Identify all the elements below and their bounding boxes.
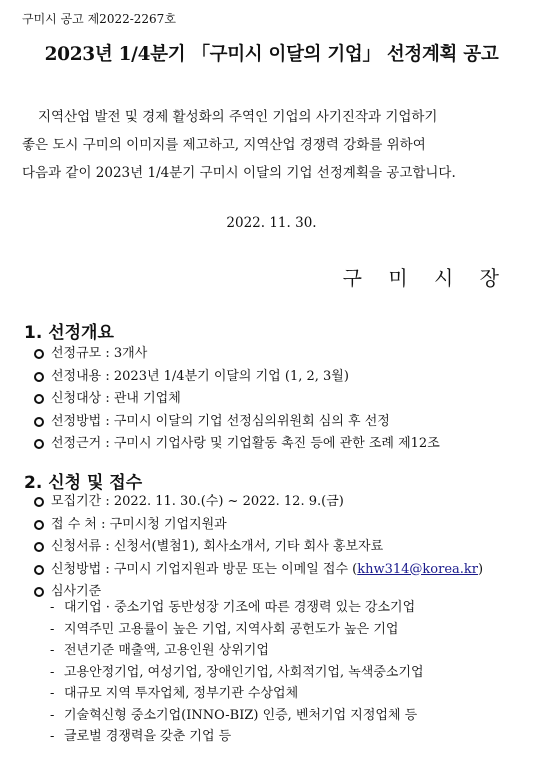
overview-list [34, 343, 440, 456]
criteria-label: 심사기준 [51, 584, 102, 599]
section-heading-overview: 1. 선정개요 [24, 323, 114, 343]
intro-paragraph [22, 103, 521, 187]
criteria-text: 글로벌 경쟁력을 갖춘 기업 등 [64, 729, 232, 744]
notice-date: 2022. 11. 30. [226, 215, 317, 231]
item-text: 선정근거 : 구미시 기업사랑 및 기업활동 촉진 등에 관한 조례 제12조 [51, 436, 440, 451]
circle-bullet-icon [34, 520, 44, 530]
circle-bullet-icon [34, 587, 44, 597]
document-title: 2023년 1/4분기 「구미시 이달의 기업」 선정계획 공고 [44, 44, 499, 65]
method-prefix: 신청방법 : 구미시 기업지원과 방문 또는 이메일 접수 ( [51, 561, 358, 577]
criteria-item: - 글로벌 경쟁력을 갖춘 기업 등 [50, 729, 232, 744]
item-text: 선정방법 : 구미시 이달의 기업 선정심의위원회 심의 후 선정 [51, 413, 390, 429]
circle-bullet-icon [34, 542, 44, 552]
intro-line: 지역산업 발전 및 경제 활성화의 주역인 기업의 사기진작과 기업하기 [38, 109, 438, 125]
criteria-list [50, 597, 424, 748]
list-item [34, 388, 440, 411]
criteria-item: - 전년기준 매출액, 고용인원 상위기업 [50, 643, 269, 658]
criteria-item: - 대규모 지역 투자업체, 정부기관 수상업체 [50, 686, 299, 701]
list-item [34, 491, 483, 514]
circle-bullet-icon [34, 394, 44, 404]
section-heading-application: 2. 신청 및 접수 [24, 473, 143, 493]
email-link[interactable]: khw314@korea.kr [357, 561, 479, 577]
criteria-text: 대기업 · 중소기업 동반성장 기조에 따른 경쟁력 있는 강소기업 [64, 600, 416, 615]
criteria-text: 고용안정기업, 여성기업, 장애인기업, 사회적기업, 녹색중소기업 [64, 664, 424, 680]
issuer: 구 미 시 장 [342, 266, 509, 290]
item-text: 접 수 처 : 구미시청 기업지원과 [51, 516, 227, 532]
criteria-item: - 고용안정기업, 여성기업, 장애인기업, 사회적기업, 녹색중소기업 [50, 664, 424, 680]
circle-bullet-icon [34, 439, 44, 449]
application-list [34, 491, 483, 604]
circle-bullet-icon [34, 497, 44, 507]
list-item [34, 433, 440, 456]
criteria-text: 전년기준 매출액, 고용인원 상위기업 [64, 643, 269, 658]
list-item [34, 536, 483, 559]
list-item [34, 514, 483, 537]
list-item [34, 343, 440, 366]
criteria-item: - 기술혁신형 중소기업(INNO-BIZ) 인증, 벤처기업 지정업체 등 [50, 707, 418, 723]
notice-number: 구미시 공고 제2022-2267호 [22, 12, 176, 26]
method-suffix: ) [478, 561, 484, 577]
circle-bullet-icon [34, 372, 44, 382]
circle-bullet-icon [34, 417, 44, 427]
criteria-item: - 지역주민 고용률이 높은 기업, 지역사회 공헌도가 높은 기업 [50, 621, 399, 637]
intro-line: 좋은 도시 구미의 이미지를 제고하고, 지역산업 경쟁력 강화를 위하여 [22, 137, 426, 153]
list-item [34, 366, 440, 389]
item-text: 선정내용 : 2023년 1/4분기 이달의 기업 (1, 2, 3월) [51, 368, 349, 384]
item-text: 신청서류 : 신청서(별첨1), 회사소개서, 기타 회사 홍보자료 [51, 539, 384, 554]
list-item [34, 411, 440, 434]
criteria-item: - 대기업 · 중소기업 동반성장 기조에 따른 경쟁력 있는 강소기업 [50, 600, 416, 615]
item-text: 선정규모 : 3개사 [51, 346, 148, 361]
criteria-text: 지역주민 고용률이 높은 기업, 지역사회 공헌도가 높은 기업 [64, 621, 399, 637]
item-text: 모집기간 : 2022. 11. 30.(수) ~ 2022. 12. 9.(금) [51, 494, 344, 509]
list-item [34, 559, 483, 582]
item-text [51, 559, 483, 582]
circle-bullet-icon [34, 565, 44, 575]
intro-line: 다음과 같이 2023년 1/4분기 구미시 이달의 기업 선정계획을 공고합니다. [22, 165, 456, 181]
criteria-text: 기술혁신형 중소기업(INNO-BIZ) 인증, 벤처기업 지정업체 등 [64, 707, 418, 723]
circle-bullet-icon [34, 349, 44, 359]
item-text: 신청대상 : 관내 기업체 [51, 391, 181, 406]
criteria-text: 대규모 지역 투자업체, 정부기관 수상업체 [64, 686, 299, 701]
